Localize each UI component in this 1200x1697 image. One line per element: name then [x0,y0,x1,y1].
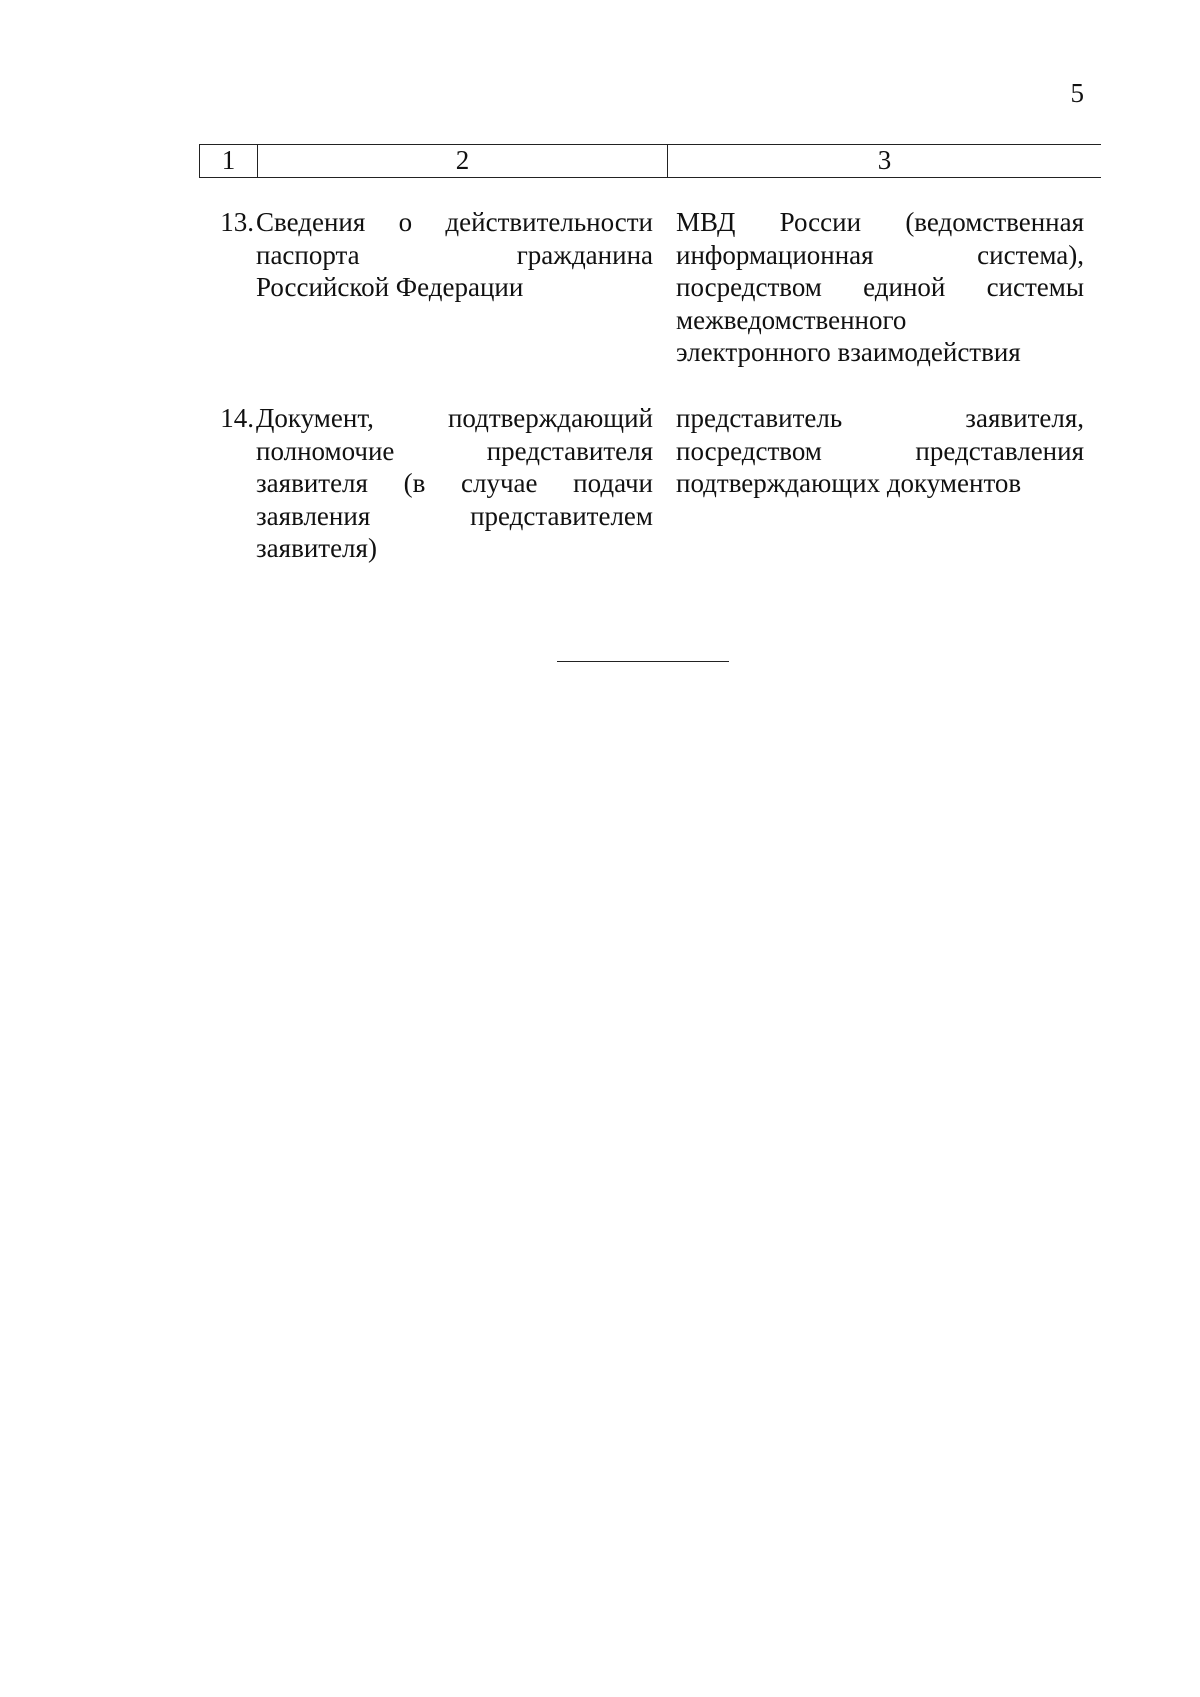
header-col-3: 3 [877,145,892,175]
row-document-name [256,402,653,565]
text-line: представитель заявителя, [676,403,1084,433]
header-col-1: 1 [199,145,258,177]
text-line: Документ, подтверждающий [256,403,653,433]
closing-rule [557,661,729,662]
row-source [676,402,1084,565]
table-row-14 [199,402,1101,565]
text-line: паспорта гражданина [256,239,653,270]
text-line: МВД России (ведомственная [676,207,1084,237]
header-col-2: 2 [258,145,668,177]
table-header [199,144,1101,178]
row-number: 13. [220,207,254,237]
text-line: Сведения о действительности [256,207,653,237]
text-line: посредством единой системы [676,272,1084,302]
text-line: посредством представления [676,435,1084,466]
text-line: межведомственного [676,304,907,335]
text-line: заявления представителем [256,500,653,531]
text-line: заявителя (в случае подачи [256,468,653,498]
page-number: 5 [1070,78,1084,108]
row-document-name [256,206,653,369]
text-line: заявителя) [256,533,377,563]
table-row-13 [199,206,1101,369]
text-line: полномочие представителя [256,435,653,466]
text-line: информационная система), [676,239,1084,270]
text-line: подтверждающих документов [676,468,1022,498]
row-number: 14. [220,403,254,433]
text-line: Российской Федерации [256,272,524,302]
text-line: электронного взаимодействия [676,337,1021,367]
row-source [676,206,1084,369]
